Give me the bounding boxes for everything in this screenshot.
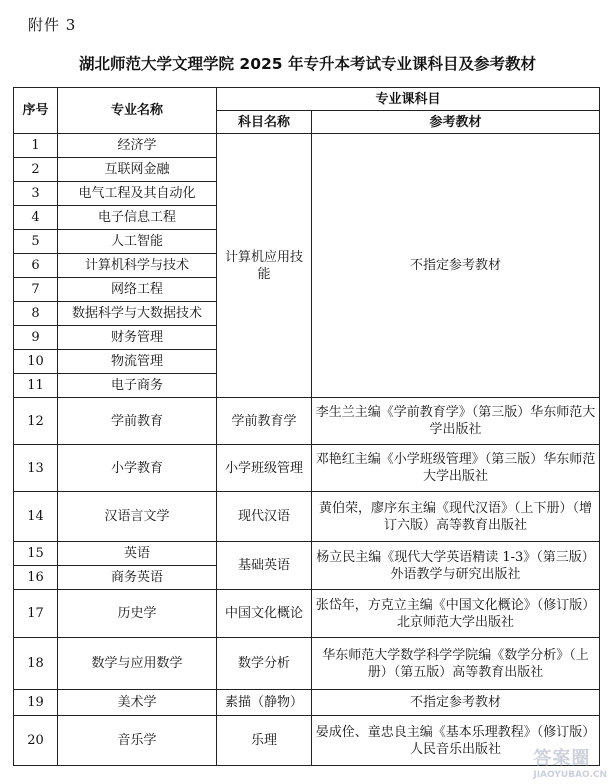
major-name: 财务管理 (58, 326, 217, 350)
major-name: 数学与应用数学 (58, 638, 217, 690)
textbook: 李生兰主编《学前教育学》（第三版）华东师范大学出版社 (312, 398, 600, 445)
row-number: 11 (14, 374, 58, 398)
major-name: 历史学 (58, 590, 217, 638)
major-name: 电子商务 (58, 374, 217, 398)
subject-name: 中国文化概论 (217, 590, 312, 638)
table-row (14, 716, 600, 766)
row-number: 20 (14, 716, 58, 766)
major-name: 英语 (58, 542, 217, 566)
row-number: 3 (14, 182, 58, 206)
watermark-sub: JIAOYUBAO.CN (533, 770, 607, 780)
header-row (14, 88, 600, 111)
major-name: 美术学 (58, 690, 217, 716)
major-name: 小学教育 (58, 445, 217, 492)
textbook: 邓艳红主编《小学班级管理》（第三版）华东师范大学出版社 (312, 445, 600, 492)
major-name: 计算机科学与技术 (58, 254, 217, 278)
subject-name: 数学分析 (217, 638, 312, 690)
row-number: 8 (14, 302, 58, 326)
document-title: 湖北师范大学文理学院 2025 年专升本考试专业课科目及参考教材 (79, 55, 536, 73)
row-number: 19 (14, 690, 58, 716)
row-number: 14 (14, 492, 58, 542)
major-name: 物流管理 (58, 350, 217, 374)
textbook: 黄伯荣，廖序东主编《现代汉语》（上下册）（增订六版）高等教育出版社 (312, 492, 600, 542)
row-number: 10 (14, 350, 58, 374)
subject-name: 乐理 (217, 716, 312, 766)
major-name: 人工智能 (58, 230, 217, 254)
row-number: 9 (14, 326, 58, 350)
header-subject: 科目名称 (217, 111, 312, 134)
row-number: 1 (14, 134, 58, 158)
major-name: 网络工程 (58, 278, 217, 302)
subject-name: 小学班级管理 (217, 445, 312, 492)
attachment-label: 附件 3 (28, 16, 77, 34)
header-major: 专业名称 (58, 88, 217, 134)
row-number: 15 (14, 542, 58, 566)
row-number: 13 (14, 445, 58, 492)
table-row (14, 445, 600, 492)
table-row (14, 638, 600, 690)
textbook: 不指定参考教材 (312, 134, 600, 398)
subject-name: 计算机应用技能 (217, 134, 312, 398)
major-name: 数据科学与大数据技术 (58, 302, 217, 326)
watermark-main: 答案圈 (533, 748, 591, 769)
row-number: 18 (14, 638, 58, 690)
textbook: 晏成佺、童忠良主编《基本乐理教程》（修订版）人民音乐出版社 (312, 716, 600, 766)
subject-name: 基础英语 (217, 542, 312, 590)
table-row (14, 590, 600, 638)
table-row (14, 134, 600, 158)
subjects-table (13, 87, 600, 766)
row-number: 5 (14, 230, 58, 254)
major-name: 商务英语 (58, 566, 217, 590)
row-number: 7 (14, 278, 58, 302)
row-number: 17 (14, 590, 58, 638)
table-row (14, 542, 600, 566)
row-number: 6 (14, 254, 58, 278)
header-group: 专业课科目 (217, 88, 600, 111)
textbook: 杨立民主编《现代大学英语精读 1-3》（第三版）外语教学与研究出版社 (312, 542, 600, 590)
major-name: 经济学 (58, 134, 217, 158)
textbook: 张岱年，方克立主编《中国文化概论》（修订版）北京师范大学出版社 (312, 590, 600, 638)
table-row (14, 492, 600, 542)
major-name: 互联网金融 (58, 158, 217, 182)
header-seq: 序号 (14, 88, 58, 134)
major-name: 电气工程及其自动化 (58, 182, 217, 206)
table-row (14, 690, 600, 716)
major-name: 电子信息工程 (58, 206, 217, 230)
textbook: 不指定参考教材 (312, 690, 600, 716)
major-name: 音乐学 (58, 716, 217, 766)
subject-name: 素描（静物） (217, 690, 312, 716)
row-number: 2 (14, 158, 58, 182)
row-number: 12 (14, 398, 58, 445)
subject-name: 学前教育学 (217, 398, 312, 445)
major-name: 汉语言文学 (58, 492, 217, 542)
table-row (14, 398, 600, 445)
header-textbook: 参考教材 (312, 111, 600, 134)
row-number: 16 (14, 566, 58, 590)
textbook: 华东师范大学数学科学学院编《数学分析》（上册）（第五版）高等教育出版社 (312, 638, 600, 690)
subject-name: 现代汉语 (217, 492, 312, 542)
row-number: 4 (14, 206, 58, 230)
watermark-logo (533, 744, 607, 780)
major-name: 学前教育 (58, 398, 217, 445)
